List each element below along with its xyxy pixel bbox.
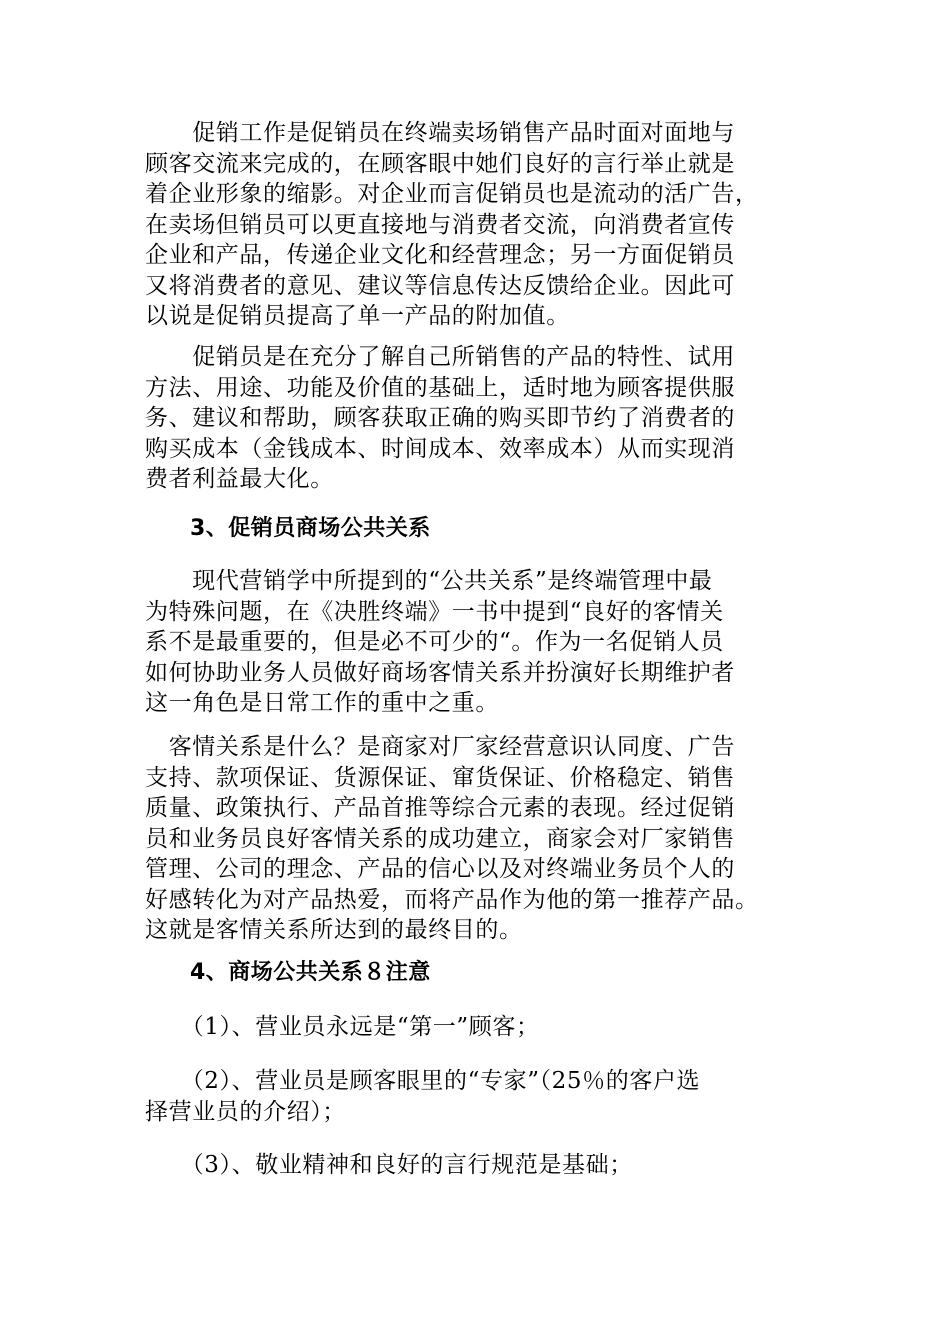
list-item-3: （3）、敬业精神和良好的言行规范是基础；: [145, 1152, 633, 1178]
list-item-1: （1）、营业员永远是“第一”顾客；: [145, 1014, 540, 1040]
section-heading-3: 3、促销员商场公共关系: [145, 516, 431, 541]
paragraph-promoter-value: 促销员是在充分了解自己所销售的产品的特性、试用 方法、用途、功能及价值的基础上，适时地为顾客提供服 务、建议和帮助，顾客获取正确的购买即节约了消费者的 购买成本（金钱成本、时间成本、效率成本）从而实现消 费者利益最大化。: [145, 344, 735, 492]
paragraph-customer-relations: 客情关系是什么？是商家对厂家经营意识认同度、广告 支持、款项保证、货源保证、窜货保证、价格稳定、销售 质量、政策执行、产品首推等综合元素的表现。经过促销 员和业务员良好客情关系的成功建立，商家会对厂家销售 管理、公司的理念、产品的信心以及对终端业务员个人的 好感转化为对产品热爱，而将产品作为他的第一推荐产品。 这就是客情关系所达到的最终目的。: [145, 734, 759, 943]
section-heading-4: 4、商场公共关系８注意: [145, 960, 431, 985]
paragraph-public-relations: 现代营销学中所提到的“公共关系”是终端管理中最 为特殊问题，在《决胜终端》一书中提到“良好的客情关 系不是最重要的，但是必不可少的“。作为一名促销人员 如何协助业务人员做好商场客情关系并扮演好长期维护者 这一角色是日常工作的重中之重。: [145, 568, 735, 716]
paragraph-promoter-role: 促销工作是促销员在终端卖场销售产品时面对面地与 顾客交流来完成的，在顾客眼中她们良好的言行举止就是 着企业形象的缩影。对企业而言促销员也是流动的活广告， 在卖场但销员可以更直接地与消费者交流，向消费者宣传 企业和产品，传递企业文化和经营理念；另一方面促销员 又将消费者的意见、建议等信息传达反馈给企业。因此可 以说是促销员提高了单一产品的附加值。: [145, 120, 759, 329]
list-item-2: （2）、营业员是顾客眼里的“专家”（25％的客户选 择营业员的介绍）；: [145, 1068, 701, 1125]
